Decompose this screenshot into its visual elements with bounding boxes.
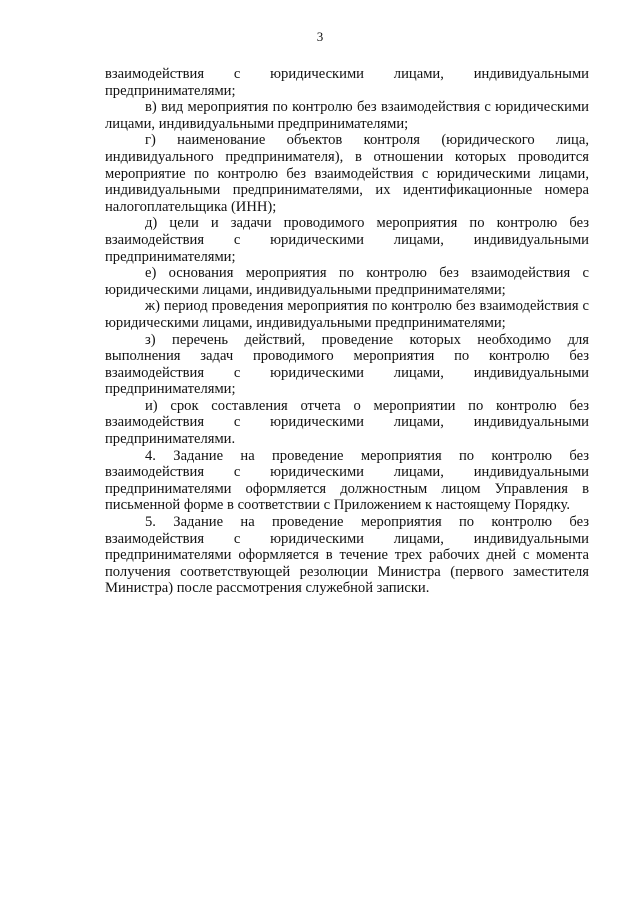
paragraph-item-z: з) перечень действий, проведение которых необходимо для выполнения задач проводимого мероприятия по контролю без взаимодействия с юридическими лицами, индивидуальными предпринимателями; bbox=[105, 331, 589, 398]
paragraph-continuation: взаимодействия с юридическими лицами, индивидуальными предпринимателями; bbox=[105, 66, 589, 99]
paragraph-item-e: е) основания мероприятия по контролю без взаимодействия с юридическими лицами, индивидуальными предпринимателями; bbox=[105, 265, 589, 298]
paragraph-item-g: г) наименование объектов контроля (юридического лица, индивидуального предпринимателя), в отношении которых проводится мероприятие по контролю без взаимодействия с юридическими лицами, индивидуальными предпринимателями, их идентификационные номера налогоплательщика (ИНН); bbox=[105, 132, 589, 215]
paragraph-item-d: д) цели и задачи проводимого мероприятия по контролю без взаимодействия с юридическими лицами, индивидуальными предпринимателями; bbox=[105, 215, 589, 265]
paragraph-item-v: в) вид мероприятия по контролю без взаимодействия с юридическими лицами, индивидуальными предпринимателями; bbox=[105, 99, 589, 132]
document-body bbox=[105, 66, 589, 597]
paragraph-section-5: 5. Задание на проведение мероприятия по контролю без взаимодействия с юридическими лицами, индивидуальными предпринимателями оформляется в течение трех рабочих дней с момента получения соответствующей резолюции Министра (первого заместителя Министра) после рассмотрения служебной записки. bbox=[105, 514, 589, 597]
paragraph-section-4: 4. Задание на проведение мероприятия по контролю без взаимодействия с юридическими лицами, индивидуальными предпринимателями оформляется должностным лицом Управления в письменной форме в соответствии с Приложением к настоящему Порядку. bbox=[105, 447, 589, 514]
page-number: 3 bbox=[316, 29, 324, 44]
paragraph-item-zh: ж) период проведения мероприятия по контролю без взаимодействия с юридическими лицами, индивидуальными предпринимателями; bbox=[105, 298, 589, 331]
paragraph-item-i: и) срок составления отчета о мероприятии по контролю без взаимодействия с юридическими лицами, индивидуальными предпринимателями. bbox=[105, 397, 589, 448]
